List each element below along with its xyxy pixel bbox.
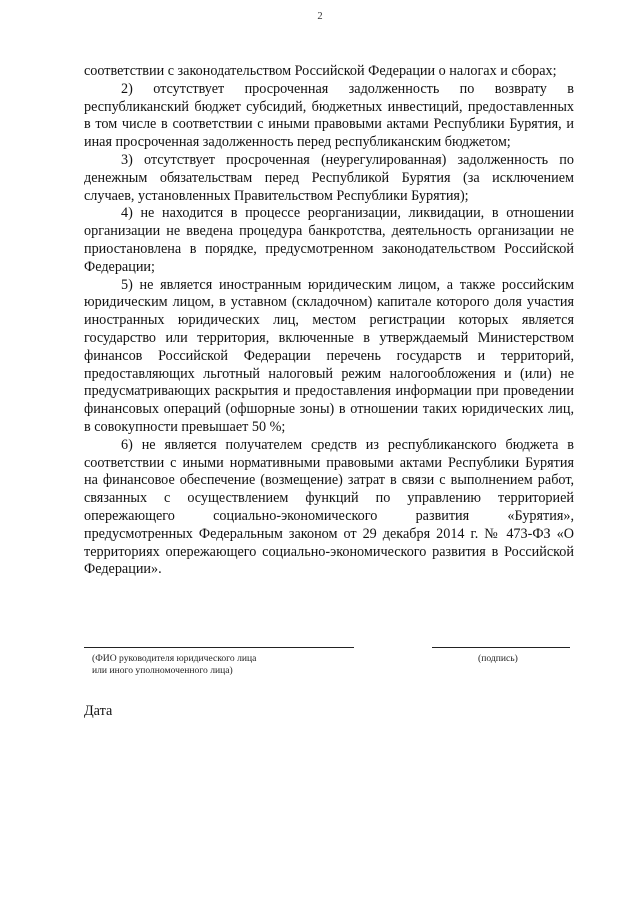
paragraph-item-4: 4) не находится в процессе реорганизации, ликвидации, в отношении организации не введена процедура банкротства, деятельность организации не приостановлена в порядке, предусмотренном законодательством Российской Федерации;: [84, 205, 574, 275]
paragraph-item-3: 3) отсутствует просроченная (неурегулированная) задолженность по денежным обязательствам перед Республикой Бурятия (за исключением случаев, установленных Правительством Республики Бурятия);: [84, 151, 574, 204]
paragraph-item-5: 5) не является иностранным юридическим лицом, а также российским юридическим лицом, в уставном (складочном) капитале которого доля участия иностранных юридических лиц, местом регистрации которых является государство или территория, включенные в утверждаемый Министерством финансов Российской Федерации перечень государств и территорий, предоставляющих льготный налоговый режим налогообложения и (или) не предусматривающих раскрытия и предоставления информации при проведении финансовых операций (офшорные зоны) в отношении таких юридических лиц, в совокупности превышает 50 %;: [84, 276, 574, 435]
signature-caption: (подпись): [478, 653, 518, 664]
document-body: [84, 63, 574, 579]
page-number: 2: [317, 11, 323, 22]
name-caption-line-1: (ФИО руководителя юридического лица: [92, 653, 257, 664]
date-label: Дата: [84, 703, 113, 719]
paragraph-taxes-end: соответствии с законодательством Российской Федерации о налогах и сборах;: [84, 63, 557, 79]
name-signature-line: [84, 647, 354, 648]
signature-line: [432, 647, 570, 648]
paragraph-item-2: 2) отсутствует просроченная задолженность по возврату в республиканский бюджет субсидий, бюджетных инвестиций, предоставленных в том числе в соответствии с иными правовыми актами Республики Бурятия, и иная просроченная задолженность перед республиканским бюджетом;: [84, 80, 574, 151]
name-caption-line-2: или иного уполномоченного лица): [92, 665, 233, 676]
paragraph-item-6: 6) не является получателем средств из республиканского бюджета в соответствии с иными нормативными правовыми актами Республики Бурятия на финансовое обеспечение (возмещение) затрат в связи с выполнением работ, связанных с осуществлением функций по управлению территорией опережающего социально-экономического развития «Бурятия», предусмотренных Федеральным законом от 29 декабря 2014 г. № 473-ФЗ «О территориях опережающего социально-экономического развития в Российской Федерации».: [84, 436, 574, 578]
